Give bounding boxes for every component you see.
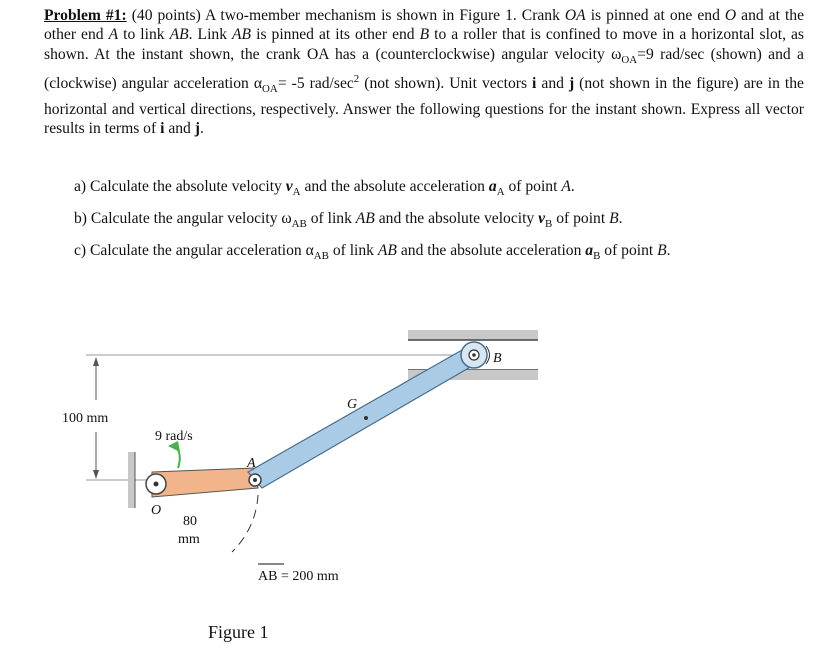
label-g: G: [347, 397, 358, 412]
problem-text-run: OA: [262, 83, 278, 96]
question-b-text-run: v: [538, 210, 546, 227]
question-b-text-run: of point: [552, 210, 610, 227]
problem-text-run: i: [532, 75, 537, 93]
problem-text-run: OA: [564, 7, 586, 24]
question-c-text-run: of point: [600, 242, 658, 259]
ground-wall: [128, 452, 135, 508]
question-b-text-run: and the absolute velocity: [374, 210, 539, 227]
problem-text-run: 2: [353, 73, 360, 85]
question-c-text-run: .: [666, 242, 671, 259]
question-b-text-run: B: [609, 210, 619, 227]
problem-text-run: to a roller that is confined to move in a horizontal slot, as shown. At the instant shown, the crank OA has a (counterclockwise) angular velocity ω: [44, 26, 804, 63]
problem-text-run: j: [194, 119, 200, 137]
problem-text-run: and at the other end: [44, 7, 804, 44]
dimension-arrow-down: [93, 470, 99, 479]
problem-text-run: =9 rad/sec (shown) and a (clockwise) angular acceleration α: [44, 45, 804, 93]
problem-text-run: (not shown in the figure) are in the horizontal and vertical directions, respectively. Answer the following questions for the instant shown. Express all vector results in terms of: [44, 75, 804, 137]
problem-text-run: A: [108, 26, 119, 44]
problem-text-run: OA: [621, 53, 638, 66]
pin-o-center: [154, 482, 159, 487]
question-b-text-run: of link: [306, 210, 356, 227]
link-ab: [248, 346, 479, 488]
problem-text-run: .: [199, 119, 204, 137]
question-c-text-run: of link: [328, 242, 378, 259]
problem-text-run: and: [536, 75, 569, 93]
pin-a-center: [253, 478, 257, 482]
problem-text-run: . Link: [188, 26, 233, 44]
omega-label: 9 rad/s: [155, 429, 193, 444]
problem-text-run: j: [568, 75, 575, 93]
problem-text-run: AB: [169, 26, 189, 44]
problem-text-run: to link: [118, 26, 170, 44]
crank-oa: [152, 468, 258, 497]
question-a-text-run: .: [570, 178, 575, 195]
question-a-text-run: A: [496, 186, 505, 199]
figure-caption: Figure 1: [208, 622, 269, 642]
question-a-text-run: of point: [504, 178, 562, 195]
height-label: 100 mm: [62, 411, 109, 426]
crank-length-value: 80: [183, 514, 197, 529]
dimension-arrow-up: [93, 357, 99, 366]
pin-b-center: [472, 353, 476, 357]
question-c-text-run: B: [657, 242, 667, 259]
question-b-text-run: AB: [355, 210, 375, 227]
question-c-text-run: c) Calculate the angular acceleration α: [74, 242, 314, 259]
label-b: B: [493, 351, 502, 366]
slot-top-wall: [408, 330, 538, 340]
question-b-text-run: b) Calculate the angular velocity ω: [74, 210, 292, 227]
path-of-a: [232, 495, 258, 552]
question-c-text-run: and the absolute acceleration: [396, 242, 586, 259]
question-a-text-run: A: [292, 186, 301, 199]
problem-text-run: is pinned at one end: [585, 7, 725, 24]
question-c-text-run: a: [585, 242, 594, 259]
center-of-mass-g: [364, 416, 368, 420]
problem-points: (40 points): [131, 7, 201, 24]
problem-text-run: A two-member mechanism is shown in Figure 1. Crank: [200, 7, 565, 24]
question-a-text-run: a: [488, 178, 497, 195]
question-c-text-run: AB: [377, 242, 397, 259]
problem-text-run: i: [160, 119, 165, 137]
problem-text-run: (not shown). Unit vectors: [359, 75, 533, 93]
question-c-text-run: B: [593, 250, 601, 263]
problem-text-run: and: [164, 119, 195, 137]
label-o: O: [151, 503, 162, 518]
question-b-text-run: B: [545, 218, 553, 231]
question-a-text-run: and the absolute acceleration: [300, 178, 489, 195]
problem-text-run: B: [419, 26, 430, 44]
problem-text-run: is pinned at its other end: [251, 26, 420, 44]
question-a-text-run: A: [561, 178, 571, 195]
question-b-text-run: AB: [291, 218, 307, 231]
crank-length-unit: mm: [178, 532, 200, 547]
question-b-text-run: .: [618, 210, 623, 227]
label-a: A: [247, 456, 256, 471]
question-a-text-run: a) Calculate the absolute velocity: [74, 178, 286, 195]
problem-text-run: O: [724, 7, 737, 24]
question-a-text-run: v: [285, 178, 293, 195]
problem-title: Problem #1:: [44, 7, 127, 24]
link-length-label: AB = 200 mm: [258, 569, 339, 584]
problem-text-run: = -5 rad/sec: [277, 75, 354, 93]
question-c-text-run: AB: [313, 250, 329, 263]
problem-text-run: AB: [232, 26, 252, 44]
